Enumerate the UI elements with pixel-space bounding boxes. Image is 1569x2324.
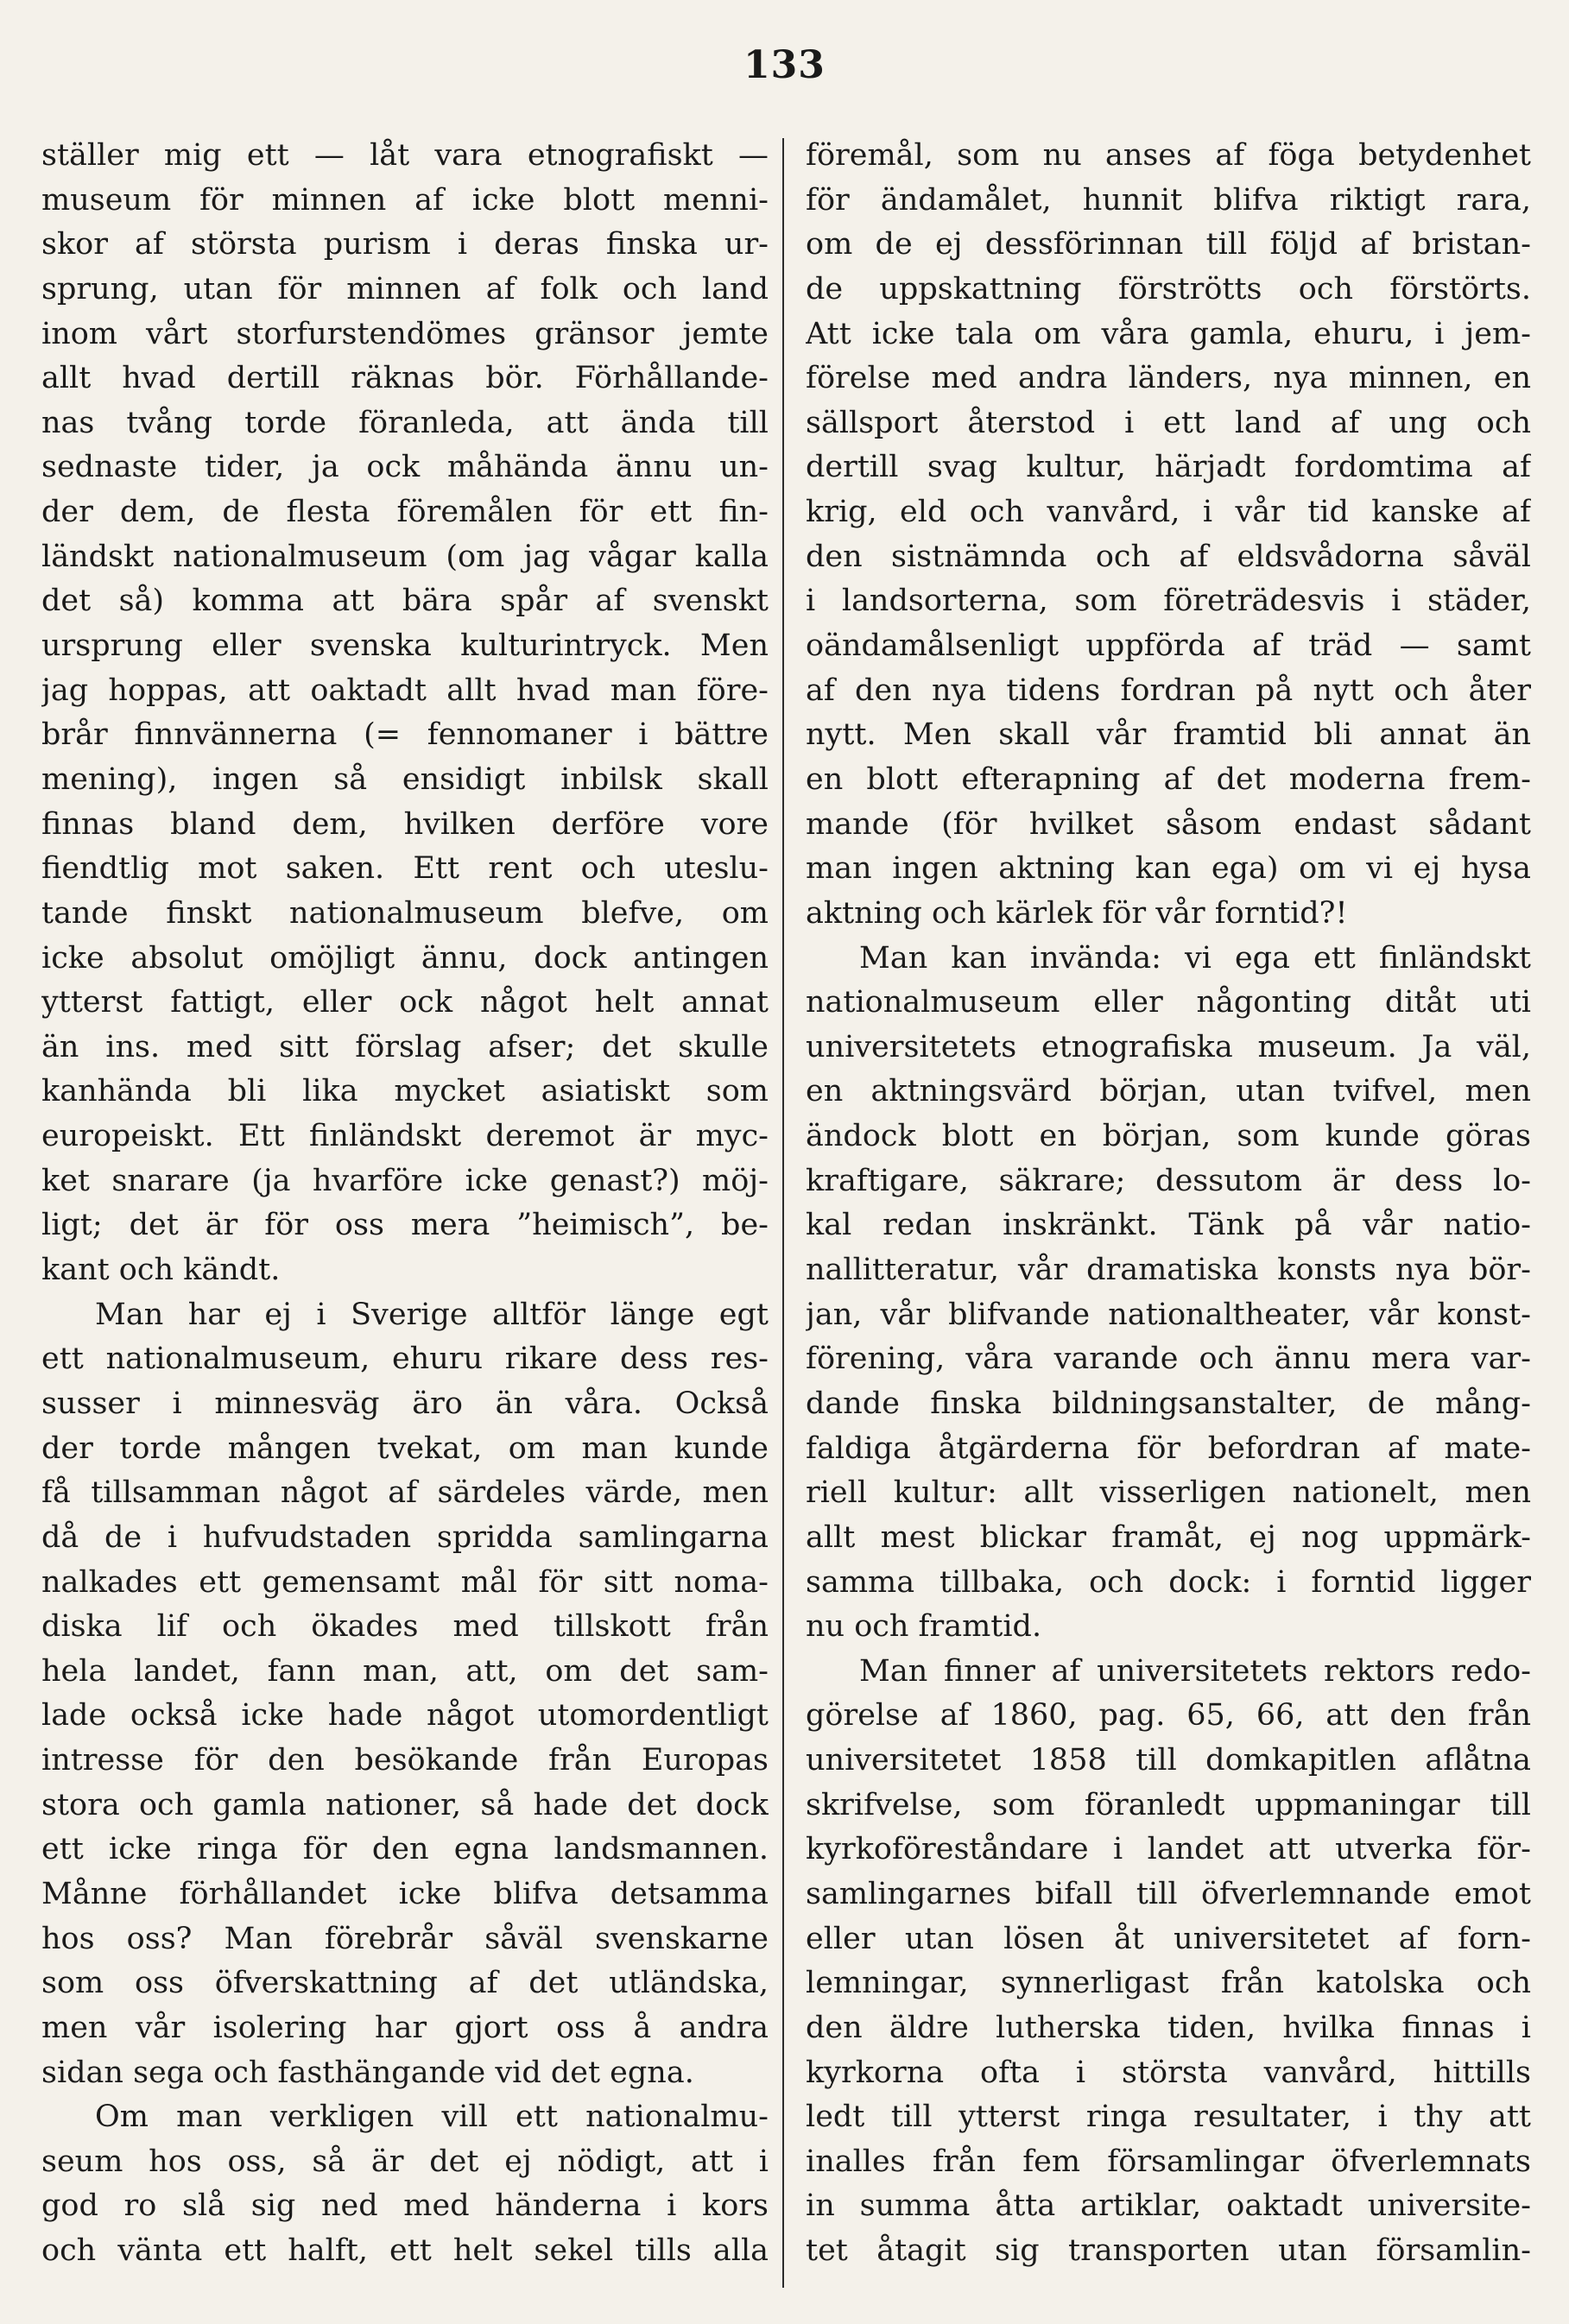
text-line: lemningar, synnerligast från katolska och [806,1966,1531,2001]
text-line: fiendtlig mot saken. Ett rent och uteslu- [41,851,769,887]
text-line: ligt; det är för oss mera ”heimisch”, be- [41,1208,769,1243]
text-line: om de ej dessförinnan till följd af bristan- [806,227,1531,262]
text-line: ytterst fattigt, eller ock något helt annat [41,985,769,1020]
text-line: stora och gamla nationer, så hade det dock [41,1787,769,1822]
text-line: ändock blott en början, som kunde göras [806,1119,1531,1154]
text-line: sprung, utan för minnen af folk och land [41,271,769,306]
text-line: der torde mången tvekat, om man kunde [41,1430,769,1466]
text-line: ett nationalmuseum, ehuru rikare dess res- [41,1342,769,1377]
text-line: för ändamålet, hunnit blifva riktigt rara, [806,182,1531,218]
text-line: en aktningsvärd början, utan tvifvel, men [806,1074,1531,1109]
page-number: 133 [743,43,826,87]
text-line: hela landet, fann man, att, om det sam- [41,1653,769,1689]
text-line: sednaste tider, ja ock måhända ännu un- [41,450,769,485]
text-line: samma tillbaka, och dock: i forntid ligger [806,1564,1531,1600]
text-line: aktning och kärlek för vår forntid?! [806,895,1348,931]
text-line: nallitteratur, vår dramatiska konsts nya bör- [806,1253,1531,1288]
text-line: förelse med andra länders, nya minnen, en [806,361,1531,396]
text-line: brår finnvännerna (= fennomaner i bättre [41,717,769,753]
text-line: nationalmuseum eller någonting ditåt uti [806,985,1531,1020]
text-line: dertill svag kultur, härjadt fordomtima af [806,450,1531,485]
text-line: men vår isolering har gjort oss å andra [41,2010,769,2045]
text-line: nalkades ett gemensamt mål för sitt noma- [41,1564,769,1600]
text-line: museum för minnen af icke blott menni- [41,182,769,218]
text-line: Att icke tala om våra gamla, ehuru, i jem- [806,316,1531,351]
text-line: kal redan inskränkt. Tänk på vår natio- [806,1208,1531,1243]
text-line: diska lif och ökades med tillskott från [41,1609,769,1645]
text-line: nytt. Men skall vår framtid bli annat än [806,717,1531,753]
text-line: allt mest blickar framåt, ej nog uppmärk- [806,1519,1531,1555]
text-line: man ingen aktning kan ega) om vi ej hysa [806,851,1531,887]
text-line: Månne förhållandet icke blifva detsamma [41,1876,769,1911]
text-line: dande finska bildningsanstalter, de mång- [806,1386,1531,1421]
text-line: föremål, som nu anses af föga betydenhet [806,138,1531,173]
text-line: af den nya tidens fordran på nytt och åter [806,673,1531,708]
text-line: lade också icke hade något utomordentligt [41,1698,769,1734]
text-line: görelse af 1860, pag. 65, 66, att den från [806,1698,1531,1734]
text-line: kyrkorna ofta i största vanvård, hittills [806,2055,1531,2090]
text-line: den sistnämnda och af eldsvådorna såväl [806,539,1531,574]
text-line: samlingarnes bifall till öfverlemnande emot [806,1876,1531,1911]
text-line: intresse för den besökande från Europas [41,1743,769,1778]
text-line: få tillsamman något af särdeles värde, men [41,1475,769,1511]
text-line: förening, våra varande och ännu mera var- [806,1342,1531,1377]
text-line: inalles från fem församlingar öfverlemnats [806,2144,1531,2179]
text-line: europeiskt. Ett finländskt deremot är myc- [41,1119,769,1154]
text-line: jag hoppas, att oaktadt allt hvad man före- [41,673,769,708]
text-line: kanhända bli lika mycket asiatiskt som [41,1074,769,1109]
text-line: tande finskt nationalmuseum blefve, om [41,895,769,931]
text-line: der dem, de flesta föremålen för ett fin- [41,495,769,530]
text-line: in summa åtta artiklar, oaktadt universite- [806,2188,1531,2224]
text-line: än ins. med sitt förslag afser; det skulle [41,1029,769,1064]
text-line: det så) komma att bära spår af svenskt [41,584,769,619]
text-line: ställer mig ett — låt vara etnografiskt — [41,138,769,173]
text-line: universitetet 1858 till domkapitlen aflåtna [806,1743,1531,1778]
text-line: som oss öfverskattning af det utländska, [41,1966,769,2001]
text-line: Man kan invända: vi ega ett finländskt [859,940,1531,976]
text-line: jan, vår blifvande nationaltheater, vår konst- [806,1297,1531,1332]
text-line: i landsorterna, som företrädesvis i städer, [806,584,1531,619]
text-line: ett icke ringa för den egna landsmannen. [41,1832,769,1867]
text-line: allt hvad dertill räknas bör. Förhållande- [41,361,769,396]
text-line: riell kultur: allt visserligen nationelt, men [806,1475,1531,1511]
text-line: mening), ingen så ensidigt inbilsk skall [41,761,769,797]
text-line: inom vårt storfurstendömes gränsor jemte [41,316,769,351]
text-line: tet åtagit sig transporten utan församlin- [806,2233,1531,2269]
text-line: de uppskattning förströtts och förstörts. [806,271,1531,306]
text-line: nas tvång torde föranleda, att ända till [41,405,769,440]
text-line: sällsport återstod i ett land af ung och [806,405,1531,440]
text-line: kant och kändt. [41,1253,281,1288]
text-line: icke absolut omöjligt ännu, dock antingen [41,940,769,976]
text-line: skrifvelse, som föranledt uppmaningar till [806,1787,1531,1822]
text-line: och vänta ett halft, ett helt sekel tills alla [41,2233,769,2269]
text-line: sidan sega och fasthängande vid det egna. [41,2055,694,2090]
text-line: eller utan lösen åt universitetet af forn- [806,1921,1531,1956]
text-line: en blott efterapning af det moderna frem- [806,761,1531,797]
text-line: den äldre lutherska tiden, hvilka finnas i [806,2010,1531,2045]
text-line: ket snarare (ja hvarföre icke genast?) möj- [41,1163,769,1198]
text-line: seum hos oss, så är det ej nödigt, att i [41,2144,769,2179]
text-line: ursprung eller svenska kulturintryck. Men [41,628,769,664]
column-divider [782,138,784,2288]
text-line: krig, eld och vanvård, i vår tid kanske af [806,495,1531,530]
text-line: Man finner af universitetets rektors redo- [859,1653,1531,1689]
text-line: ledt till ytterst ringa resultater, i thy att [806,2100,1531,2135]
text-line: susser i minnesväg äro än våra. Också [41,1386,769,1421]
text-line: mande (för hvilket såsom endast sådant [806,806,1531,842]
text-line: universitetets etnografiska museum. Ja väl, [806,1029,1531,1064]
text-line: skor af största purism i deras finska ur- [41,227,769,262]
text-line: kyrkoföreståndare i landet att utverka för- [806,1832,1531,1867]
text-line: oändamålsenligt uppförda af träd — samt [806,628,1531,664]
text-line: kraftigare, säkrare; dessutom är dess lo- [806,1163,1531,1198]
text-line: ländskt nationalmuseum (om jag vågar kalla [41,539,769,574]
text-line: Man har ej i Sverige alltför länge egt [95,1297,769,1332]
text-line: finnas bland dem, hvilken derföre vore [41,806,769,842]
text-line: då de i hufvudstaden spridda samlingarna [41,1519,769,1555]
right-text-column [806,134,1531,2274]
text-line: god ro slå sig ned med händerna i kors [41,2188,769,2224]
text-line: nu och framtid. [806,1609,1042,1645]
text-line: faldiga åtgärderna för befordran af mate- [806,1430,1531,1466]
text-line: hos oss? Man förebrår såväl svenskarne [41,1921,769,1956]
text-line: Om man verkligen vill ett nationalmu- [95,2100,769,2135]
left-text-column [41,134,769,2274]
